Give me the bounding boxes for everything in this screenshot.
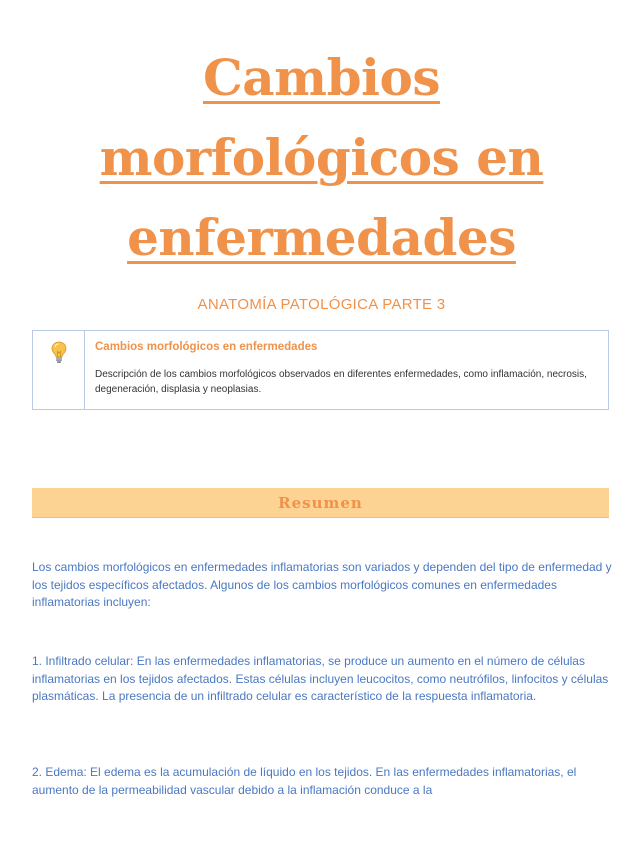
callout-title: Cambios morfológicos en enfermedades [95, 341, 318, 353]
body-paragraph: 2. Edema: El edema es la acumulación de líquido en los tejidos. En las enfermedades inflamatorias, el aumento de la permeabilidad vascular debido a la inflamación conduce a la [32, 765, 577, 797]
section-title: Resumen [278, 493, 363, 512]
lightbulb-icon [51, 341, 67, 365]
body-paragraph: Los cambios morfológicos en enfermedades inflamatorias son variados y dependen del tipo de enfermedad y los tejidos específicos afectados. Algunos de los cambios morfológicos comunes en enfermedades inflamatorias incluyen: [32, 560, 612, 609]
callout-text: Descripción de los cambios morfológicos observados en diferentes enfermedades, como inflamación, necrosis, degeneración, displasia y neoplasias. [95, 369, 587, 395]
section-header-band [32, 488, 609, 518]
callout-box [32, 330, 609, 410]
document-title: Cambios morfológicos en enfermedades [99, 48, 544, 267]
callout-body [85, 331, 608, 409]
document-subtitle: ANATOMÍA PATOLÓGICA PARTE 3 [197, 296, 446, 313]
body-paragraph: 1. Infiltrado celular: En las enfermedades inflamatorias, se produce un aumento en el número de células inflamatorias en los tejidos afectados. Estas células incluyen leucocitos, como neutrófilos, linfocitos y células plasmáticas. La presencia de un infiltrado celular es característico de la respuesta inflamatoria. [32, 654, 609, 703]
callout-icon-cell [33, 331, 85, 409]
